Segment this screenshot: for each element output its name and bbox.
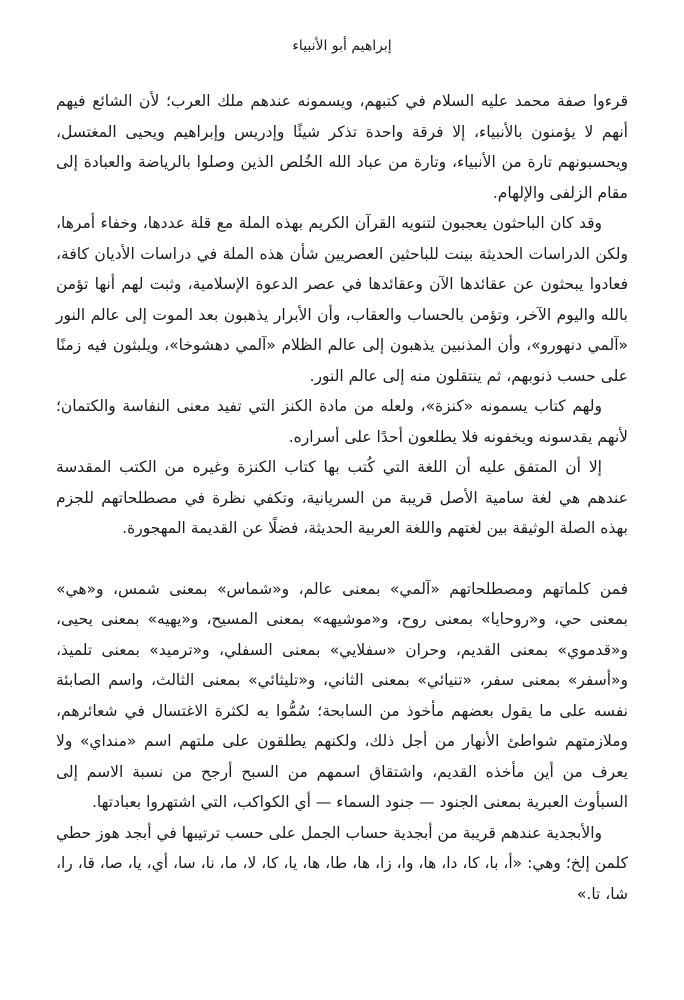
paragraph: قرءوا صفة محمد عليه السلام في كتبهم، ويسمونه عندهم ملك العرب؛ لأن الشائع فيهم أنهم لا يؤمنون بالأنبياء، إلا فرقة واحدة تذكر شيئًا وإدريس وإبراهيم ويحيى المغتسل، ويحسبونهم تارة من الأنبياء، وتارة من عباد الله الخُلص الذين وصلوا بالرياضة والعبادة إلى مقام الزلفى والإلهام. — [56, 92, 628, 202]
body-text — [56, 86, 628, 909]
section-gap — [56, 544, 628, 574]
paragraph: وقد كان الباحثون يعجبون لتنويه القرآن الكريم بهذه الملة مع قلة عددها، وخفاء أمرها، ولكن الدراسات الحديثة بينت للباحثين العصريين شأن هذه الملة في دراسات الأديان كافة، فعادوا يبحثون عن عقائدها الآن وعقائدها في عصر الدعوة الإسلامية، وثبت لهم أنها تؤمن بالله واليوم الآخر، وتؤمن بالحساب والعقاب، وأن الأبرار يذهبون بعد الموت إلى عالم النور «آلمي دنهورو»، وأن المذنبين يذهبون إلى عالم الظلام «آلمي دهشوخا»، ويلبثون فيه زمنًا على حسب ذنوبهم، ثم ينتقلون منه إلى عالم النور. — [56, 214, 628, 385]
paragraph: ولهم كتاب يسمونه «كنزة»، ولعله من مادة الكنز التي تفيد معنى النفاسة والكتمان؛ لأنهم يقدسونه ويخفونه فلا يطلعون أحدًا على أسراره. — [56, 397, 628, 446]
paragraph: إلا أن المتفق عليه أن اللغة التي كُتب بها كتاب الكنزة وغيره من الكتب المقدسة عندهم هي لغة سامية الأصل قريبة من السريانية، وتكفي نظرة في مصطلحاتهم للجزم بهذه الصلة الوثيقة بين لغتهم واللغة العربية الحديثة، فضلًا عن القديمة المهجورة. — [56, 458, 628, 537]
paragraph: فمن كلماتهم ومصطلحاتهم «آلمي» بمعنى عالم، و«شماس» بمعنى شمس، و«هي» بمعنى حي، و«روحايا» بمعنى روح، و«موشيهه» بمعنى المسيح، و«يهيه» بمعنى يحيى، و«قدموي» بمعنى القديم، وحران «سفلايي» بمعنى السفلي، و«ترميد» بمعنى تلميذ، و«أسفر» بمعنى سفر، «تنيائي» بمعنى الثاني، و«تليثائي» بمعنى الثالث، واسم الصابئة نفسه على ما يقول بعضهم مأخوذ من السابحة؛ سُمُّوا به لكثرة الاغتسال في شعائرهم، وملازمتهم شواطئ الأنهار من أجل ذلك، ولكنهم يطلقون على ملتهم اسم «منداي» ولا يعرف من أين مأخذه القديم، واشتقاق اسمهم من السبح أرجح من نسبة الاسم إلى السبأوث العبرية بمعنى الجنود — جنود السماء — أي الكواكب، التي اشتهروا بعبادتها. — [56, 579, 628, 811]
running-header: إبراهيم أبو الأنبياء — [292, 38, 392, 54]
paragraph: والأبجدية عندهم قريبة من أبجدية حساب الجمل على حسب ترتيبها في أبجد هوز حطي كلمن إلخ؛ وهي: «أ، با، كا، دا، ها، وا، زا، ها، طا، ها، يا، كا، لا، ما، نا، سا، أي، يا، صا، قا، را، شا، تا.» — [56, 823, 628, 903]
